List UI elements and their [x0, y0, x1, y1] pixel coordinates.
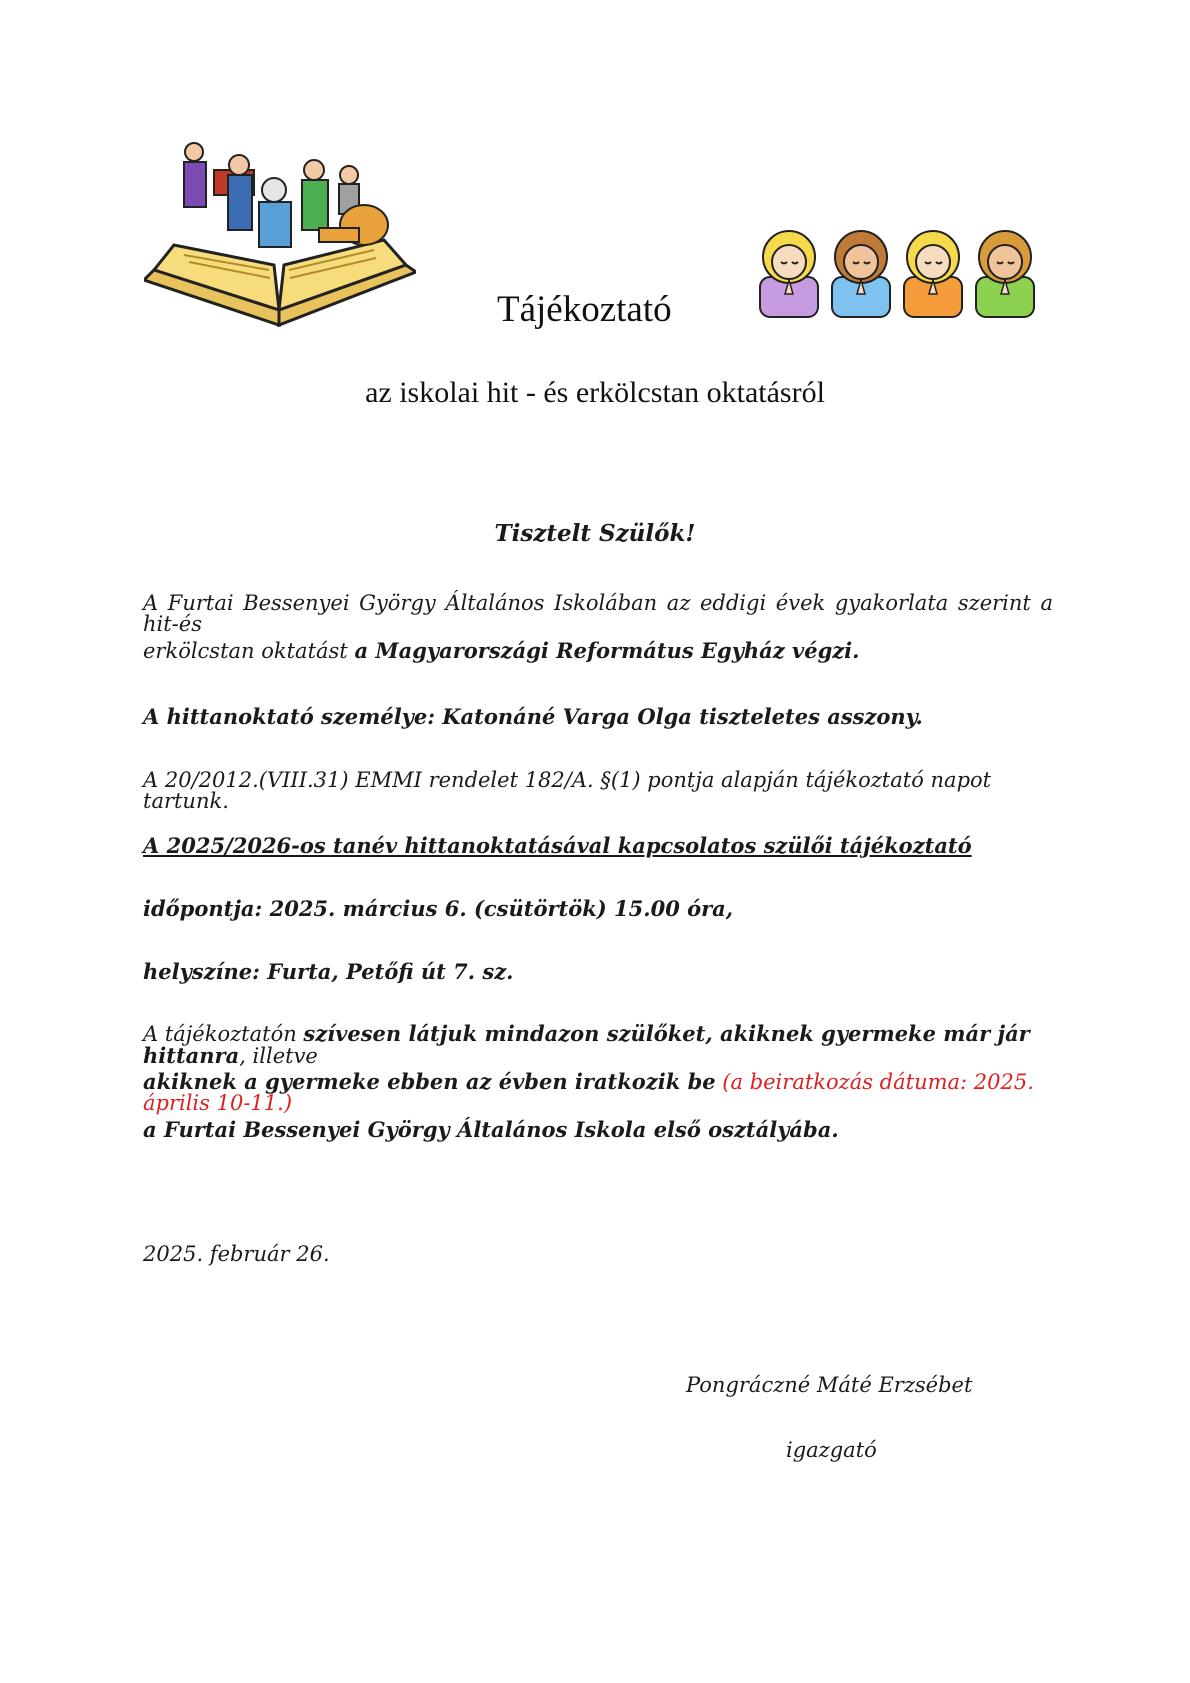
- salutation: Tisztelt Szülők!: [494, 520, 696, 547]
- invitation-bold: szívesen látjuk mindazon szülőket, akiknek gyermeke már jár hittanra: [143, 1021, 1030, 1068]
- paragraph-info-heading: A 2025/2026-os tanév hittanoktatásával kapcsolatos szülői tájékoztató: [143, 833, 972, 858]
- signatory-role: igazgató: [786, 1438, 877, 1462]
- intro-church-name: a Magyarországi Református Egyház végzi.: [354, 638, 860, 663]
- letter-date: 2025. február 26.: [143, 1242, 330, 1266]
- enrollment-date-note: (a beiratkozás dátuma: 2025. április 10-11.): [143, 1070, 1034, 1115]
- paragraph-regulation: A 20/2012.(VIII.31) EMMI rendelet 182/A. §(1) pontja alapján tájékoztató napot tartunk.: [143, 768, 992, 813]
- paragraph-invitation-line2: [143, 1071, 1053, 1114]
- signatory-name: Pongráczné Máté Erzsébet: [686, 1373, 973, 1397]
- bible-stories-illustration: [144, 140, 416, 330]
- paragraph-invitation-line3: a Furtai Bessenyei György Általános Iskola első osztályába.: [143, 1117, 839, 1142]
- paragraph-time: időpontja: 2025. március 6. (csütörtök) 15.00 óra,: [143, 896, 734, 921]
- praying-children-illustration: [750, 222, 1050, 322]
- paragraph-invitation-line1: [143, 1023, 1053, 1067]
- invitation-lead: A tájékoztatón: [143, 1022, 304, 1046]
- paragraph-intro-line2: [143, 640, 1053, 662]
- invitation-enrolling: akiknek a gyermeke ebben az évben iratkozik be: [143, 1069, 716, 1094]
- invitation-conj: , illetve: [239, 1044, 318, 1068]
- document-subtitle: az iskolai hit - és erkölcstan oktatásról: [365, 376, 825, 409]
- paragraph-teacher: A hittanoktató személye: Katonáné Varga Olga tiszteletes asszony.: [143, 704, 923, 729]
- document-title: Tájékoztató: [497, 289, 672, 330]
- paragraph-intro-line1: A Furtai Bessenyei György Általános Iskolában az eddigi évek gyakorlata szerint a hit-és: [143, 591, 1053, 636]
- intro-text: erkölcstan oktatást: [143, 639, 355, 663]
- paragraph-location: helyszíne: Furta, Petőfi út 7. sz.: [143, 959, 514, 984]
